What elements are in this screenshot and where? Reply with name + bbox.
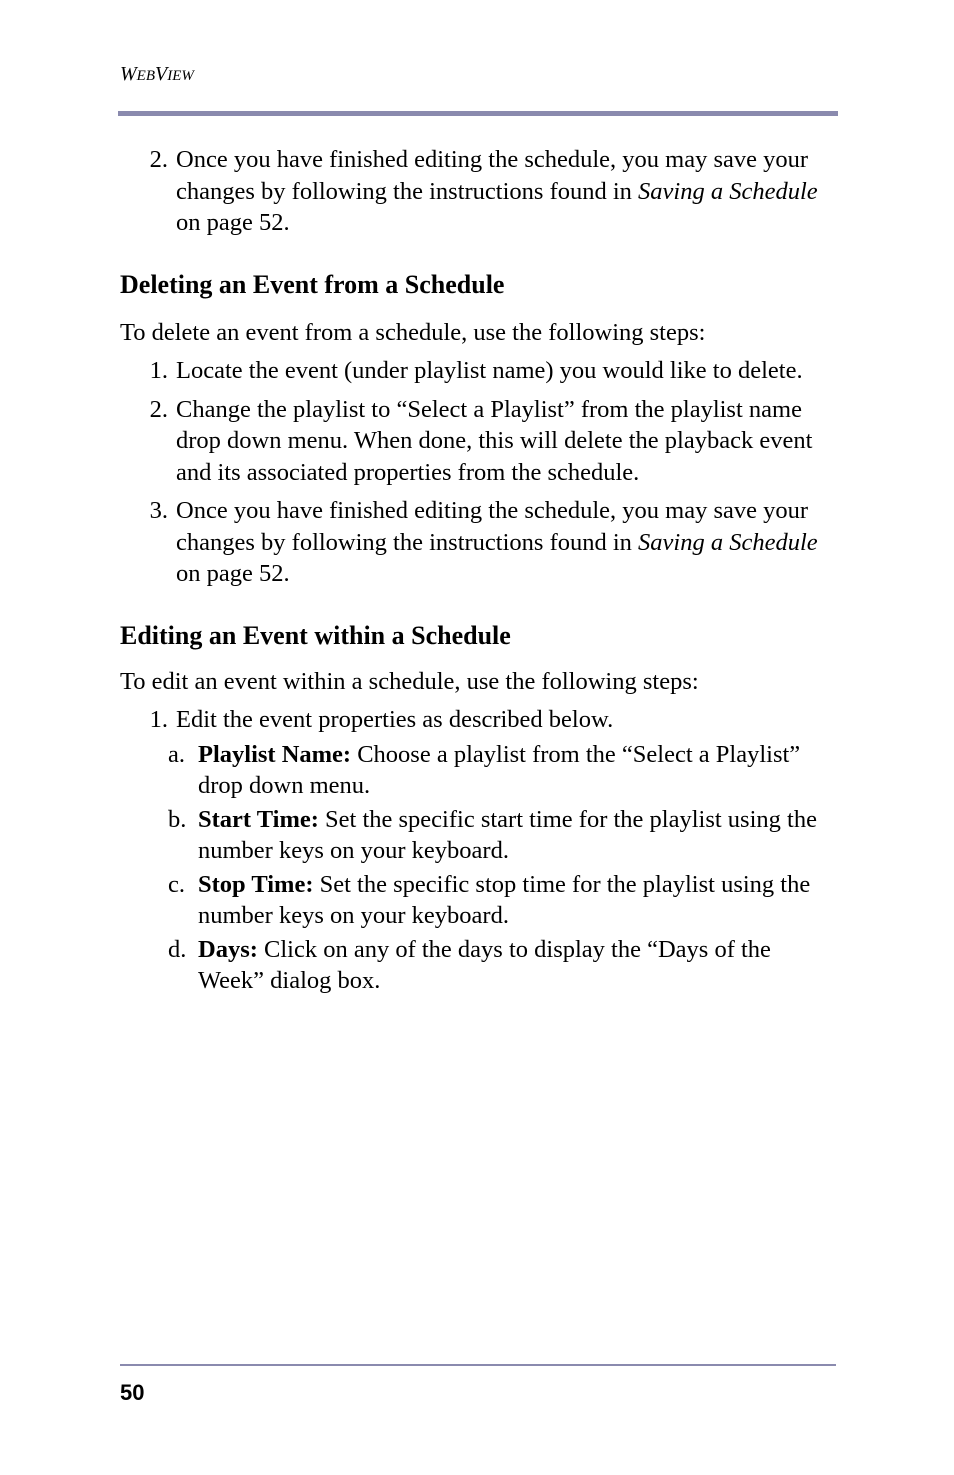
- sub-step-text: [198, 934, 840, 997]
- header-rule: [118, 111, 838, 116]
- step-text: [168, 144, 840, 239]
- step-number: 1.: [149, 706, 168, 733]
- page-content: [120, 144, 840, 999]
- sub-step-letter: c.: [168, 870, 185, 898]
- step-text-part: on page 52.: [176, 560, 290, 587]
- section-intro: To delete an event from a schedule, use the following steps:: [120, 318, 706, 346]
- sub-step-label: Start Time:: [198, 805, 319, 833]
- section-intro: To edit an event within a schedule, use the following steps:: [120, 667, 699, 695]
- step-text: Locate the event (under playlist name) you would like to delete.: [176, 357, 803, 384]
- list-item: [120, 394, 840, 489]
- step-text-part: on page 52.: [176, 209, 290, 236]
- sub-step-letter: a.: [168, 740, 185, 768]
- sub-step-letter: b.: [168, 805, 187, 833]
- sub-step-text: [198, 739, 840, 802]
- page-number: 50: [120, 1380, 145, 1405]
- running-header: [120, 60, 194, 90]
- footer-rule: [120, 1364, 836, 1366]
- step-number: 3.: [149, 497, 168, 524]
- step-text: [168, 495, 840, 590]
- sub-list-item: [120, 934, 840, 997]
- header-title-part: IEW: [167, 68, 194, 84]
- step-text-part: Once you have finished editing the schedule, you may save your changes by following the instructions found in: [176, 146, 809, 205]
- header-title-part: W: [120, 63, 137, 85]
- list-item: [120, 355, 840, 387]
- sub-step-label: Days:: [198, 935, 258, 963]
- cross-reference[interactable]: Saving a Schedule: [638, 177, 818, 205]
- sub-step-label: Playlist Name:: [198, 740, 352, 768]
- step-number: 1.: [149, 357, 168, 384]
- step-text-part: Once you have finished editing the schedule, you may save your changes by following the instructions found in: [176, 497, 809, 556]
- sub-step-label: Stop Time:: [198, 870, 314, 898]
- sub-step-description: Set the specific start time for the playlist using the number keys on your keyboard.: [198, 805, 817, 864]
- list-item: [120, 495, 840, 590]
- header-title-part: V: [155, 63, 168, 85]
- step-number: 2.: [149, 146, 168, 173]
- list-item: [120, 144, 840, 239]
- sub-step-text: [198, 804, 840, 867]
- sub-step-description: Set the specific stop time for the playlist using the number keys on your keyboard.: [198, 870, 811, 929]
- sub-step-description: Choose a playlist from the “Select a Playlist” drop down menu.: [198, 740, 801, 799]
- list-item: [120, 704, 840, 736]
- sub-step-text: [198, 869, 840, 932]
- step-text: Change the playlist to “Select a Playlist” from the playlist name drop down menu. When done, this will delete the playback event and its associated properties from the schedule.: [176, 395, 813, 486]
- sub-step-description: Click on any of the days to display the “Days of the Week” dialog box.: [198, 935, 771, 994]
- sub-list-item: [120, 804, 840, 867]
- header-title-part: EB: [136, 68, 155, 84]
- sub-list-item: [120, 869, 840, 932]
- cross-reference[interactable]: Saving a Schedule: [638, 528, 818, 556]
- sub-list-item: [120, 739, 840, 802]
- section-heading-delete: Deleting an Event from a Schedule: [120, 269, 505, 299]
- step-number: 2.: [149, 395, 168, 423]
- sub-step-letter: d.: [168, 935, 187, 963]
- section-heading-edit: Editing an Event within a Schedule: [120, 620, 511, 650]
- step-text: Edit the event properties as described below.: [176, 706, 614, 733]
